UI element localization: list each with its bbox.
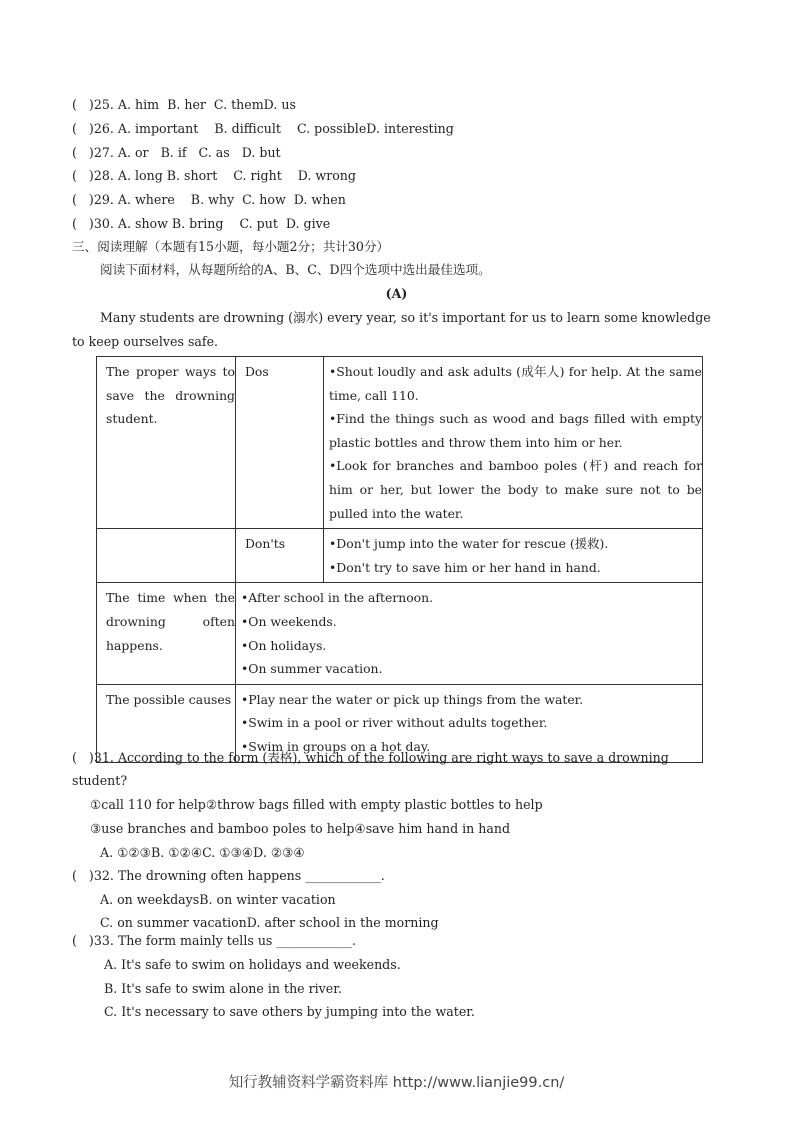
dos-label: Dos	[236, 357, 324, 529]
question-33-option-c: C. It's necessary to save others by jumping into the water.	[104, 1004, 475, 1019]
donts-label: Don'ts	[236, 529, 324, 583]
question-31-answers: A. ①②③B. ①②④C. ①③④D. ②③④	[100, 845, 305, 860]
drowning-form-table	[96, 356, 703, 763]
question-33-option-b: B. It's safe to swim alone in the river.	[104, 981, 342, 996]
section-instruction: 阅读下面材料，从每题所给的A、B、C、D四个选项中选出最佳选项。	[100, 262, 491, 277]
table-row-dos	[97, 357, 703, 529]
list-item: •Swim in a pool or river without adults together.	[241, 715, 548, 731]
donts-list	[324, 529, 703, 583]
list-item: •Shout loudly and ask adults (成年人) for help. At the same time, call 110.	[329, 364, 702, 403]
question-33: ( )33. The form mainly tells us ____________.	[72, 933, 356, 948]
time-list	[236, 583, 703, 684]
question-31-line1: ( )31. According to the form (表格), which of the following are right ways to save a drowning	[72, 750, 669, 765]
table-row-donts	[97, 529, 703, 583]
list-item: •Find the things such as wood and bags filled with empty plastic bottles and throw them into him or her.	[329, 411, 702, 450]
question-28: ( )28. A. long B. short C. right D. wrong	[72, 168, 356, 183]
list-item: •Don't try to save him or her hand in hand.	[329, 559, 601, 575]
passage-label: (A)	[385, 286, 408, 301]
row-label-time: The time when the drowning often happens.	[97, 583, 236, 684]
question-31-options-1: ①call 110 for help②throw bags filled with empty plastic bottles to help	[90, 797, 543, 812]
list-item: •On weekends.	[241, 613, 337, 629]
question-33-option-a: A. It's safe to swim on holidays and weekends.	[104, 957, 401, 972]
empty-cell	[97, 529, 236, 583]
row-label-causes: The possible causes	[97, 684, 236, 762]
dos-list	[324, 357, 703, 529]
list-item: •Swim in groups on a hot day.	[241, 738, 431, 754]
question-27: ( )27. A. or B. if C. as D. but	[72, 145, 281, 160]
passage-intro-line2: to keep ourselves safe.	[72, 334, 219, 349]
passage-intro-line1: Many students are drowning (溺水) every year, so it's important for us to learn some knowledge	[100, 310, 711, 325]
question-26: ( )26. A. important B. difficult C. possibleD. interesting	[72, 121, 454, 136]
question-31-line2: student?	[72, 773, 128, 788]
question-25: ( )25. A. him B. her C. themD. us	[72, 97, 296, 112]
list-item: •After school in the afternoon.	[241, 590, 434, 606]
table-row-time	[97, 583, 703, 684]
section-heading: 三、阅读理解（本题有15小题，每小题2分；共计30分）	[72, 239, 390, 254]
question-32-option-a: A. on weekdaysB. on winter vacation	[100, 892, 336, 907]
list-item: •Play near the water or pick up things from the water.	[241, 691, 584, 707]
question-30: ( )30. A. show B. bring C. put D. give	[72, 216, 331, 231]
list-item: •On holidays.	[241, 637, 327, 653]
list-item: •Look for branches and bamboo poles (杆) and reach for him or her, but lower the body to make sure not to be pulled into the water.	[329, 458, 702, 521]
question-32-option-c: C. on summer vacationD. after school in the morning	[100, 915, 439, 930]
list-item: •On summer vacation.	[241, 661, 383, 677]
question-31-options-2: ③use branches and bamboo poles to help④save him hand in hand	[90, 821, 511, 836]
list-item: •Don't jump into the water for rescue (援救).	[329, 536, 609, 552]
question-32: ( )32. The drowning often happens ____________.	[72, 868, 385, 883]
footer-watermark: 知行教辅资料学霸资料库 http://www.lianjie99.cn/	[228, 1075, 565, 1091]
row-label-proper-ways: The proper ways to save the drowning student.	[97, 357, 236, 529]
question-29: ( )29. A. where B. why C. how D. when	[72, 192, 346, 207]
